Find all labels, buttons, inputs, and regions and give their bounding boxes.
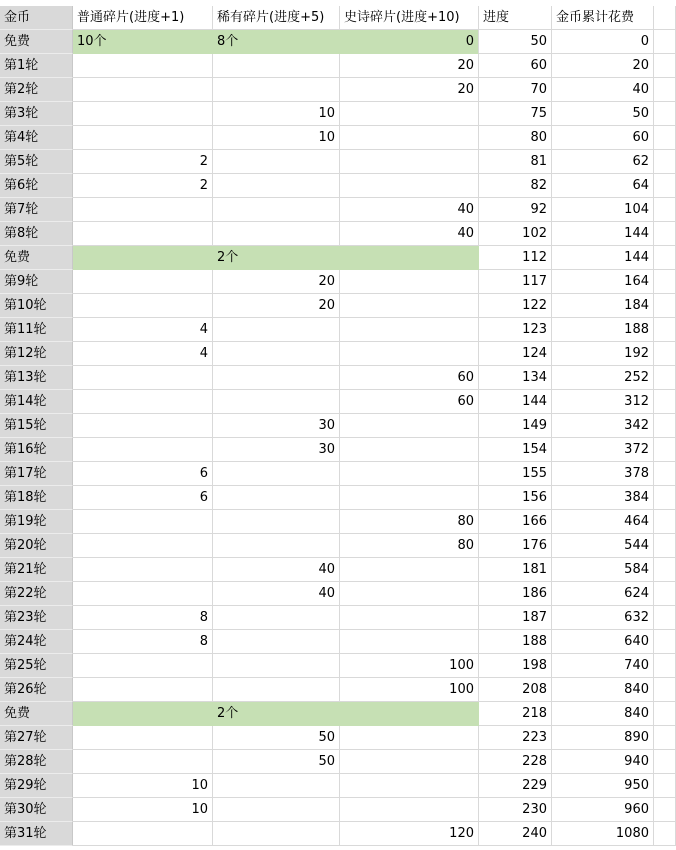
common-cell[interactable]: 8 xyxy=(73,630,213,654)
table-row xyxy=(0,774,676,798)
empty-cell[interactable] xyxy=(654,774,676,798)
epic-cell[interactable]: 0 xyxy=(340,30,479,54)
empty-cell[interactable] xyxy=(654,6,676,30)
cost-cell[interactable]: 632 xyxy=(552,606,654,630)
table-row xyxy=(0,198,676,222)
header-cell-epic[interactable]: 史诗碎片(进度+10) xyxy=(340,6,479,30)
common-cell[interactable] xyxy=(73,390,213,414)
header-cell-cost[interactable]: 金币累计花费 xyxy=(552,6,654,30)
epic-cell[interactable] xyxy=(340,438,479,462)
row-label-cell[interactable]: 免费 xyxy=(0,246,73,270)
table-row xyxy=(0,174,676,198)
epic-cell[interactable]: 120 xyxy=(340,822,479,846)
epic-cell[interactable] xyxy=(340,630,479,654)
empty-cell[interactable] xyxy=(654,750,676,774)
header-cell-common[interactable]: 普通碎片(进度+1) xyxy=(73,6,213,30)
progress-cell[interactable]: 166 xyxy=(479,510,552,534)
common-cell[interactable] xyxy=(73,126,213,150)
rare-cell[interactable]: 20 xyxy=(213,270,340,294)
header-cell-progress[interactable]: 进度 xyxy=(479,6,552,30)
epic-cell[interactable] xyxy=(340,414,479,438)
row-label-cell[interactable]: 第23轮 xyxy=(0,606,73,630)
common-cell[interactable] xyxy=(73,582,213,606)
rare-cell[interactable] xyxy=(213,174,340,198)
epic-cell[interactable] xyxy=(340,270,479,294)
rare-cell[interactable] xyxy=(213,54,340,78)
cost-cell[interactable]: 342 xyxy=(552,414,654,438)
rare-cell[interactable] xyxy=(213,198,340,222)
progress-cell[interactable]: 230 xyxy=(479,798,552,822)
progress-cell[interactable]: 92 xyxy=(479,198,552,222)
rare-cell[interactable] xyxy=(213,78,340,102)
rare-cell[interactable] xyxy=(213,366,340,390)
common-cell[interactable] xyxy=(73,654,213,678)
row-label-cell[interactable]: 第31轮 xyxy=(0,822,73,846)
empty-cell[interactable] xyxy=(654,534,676,558)
row-label-cell[interactable]: 第14轮 xyxy=(0,390,73,414)
epic-cell[interactable] xyxy=(340,102,479,126)
rare-cell[interactable] xyxy=(213,390,340,414)
table-row xyxy=(0,822,676,846)
common-cell[interactable]: 2 xyxy=(73,150,213,174)
epic-cell[interactable] xyxy=(340,798,479,822)
table-row xyxy=(0,654,676,678)
common-cell[interactable] xyxy=(73,414,213,438)
cost-cell[interactable]: 252 xyxy=(552,366,654,390)
common-cell[interactable]: 10 xyxy=(73,798,213,822)
merged-free-cell[interactable]: 2个 xyxy=(213,702,479,726)
epic-cell[interactable] xyxy=(340,558,479,582)
cost-cell[interactable]: 840 xyxy=(552,702,654,726)
common-cell[interactable]: 6 xyxy=(73,462,213,486)
empty-cell[interactable] xyxy=(654,54,676,78)
empty-cell[interactable] xyxy=(654,438,676,462)
row-label-cell[interactable]: 第16轮 xyxy=(0,438,73,462)
row-label-cell[interactable]: 第29轮 xyxy=(0,774,73,798)
common-cell[interactable] xyxy=(73,246,213,270)
row-label-cell[interactable]: 第4轮 xyxy=(0,126,73,150)
cost-cell[interactable]: 384 xyxy=(552,486,654,510)
epic-cell[interactable] xyxy=(340,582,479,606)
header-row xyxy=(0,6,676,30)
table-row xyxy=(0,102,676,126)
table-row xyxy=(0,318,676,342)
rare-cell[interactable]: 40 xyxy=(213,558,340,582)
empty-cell[interactable] xyxy=(654,726,676,750)
common-cell[interactable] xyxy=(73,822,213,846)
row-label-cell[interactable]: 第27轮 xyxy=(0,726,73,750)
cost-cell[interactable]: 624 xyxy=(552,582,654,606)
cost-cell[interactable]: 20 xyxy=(552,54,654,78)
epic-cell[interactable] xyxy=(340,126,479,150)
table-row xyxy=(0,270,676,294)
empty-cell[interactable] xyxy=(654,462,676,486)
cost-cell[interactable]: 312 xyxy=(552,390,654,414)
common-cell[interactable] xyxy=(73,270,213,294)
empty-cell[interactable] xyxy=(654,270,676,294)
cost-cell[interactable]: 164 xyxy=(552,270,654,294)
progress-cell[interactable]: 81 xyxy=(479,150,552,174)
epic-cell[interactable] xyxy=(340,486,479,510)
merged-free-cell[interactable]: 2个 xyxy=(213,246,479,270)
epic-cell[interactable]: 20 xyxy=(340,78,479,102)
progress-cell[interactable]: 208 xyxy=(479,678,552,702)
empty-cell[interactable] xyxy=(654,822,676,846)
progress-cell[interactable]: 112 xyxy=(479,246,552,270)
row-label-cell[interactable]: 第11轮 xyxy=(0,318,73,342)
epic-cell[interactable]: 60 xyxy=(340,390,479,414)
rare-cell[interactable] xyxy=(213,462,340,486)
table-row xyxy=(0,582,676,606)
common-cell[interactable] xyxy=(73,78,213,102)
common-cell[interactable] xyxy=(73,510,213,534)
row-label-cell[interactable]: 第19轮 xyxy=(0,510,73,534)
table-row xyxy=(0,342,676,366)
table-row xyxy=(0,150,676,174)
rare-cell[interactable] xyxy=(213,150,340,174)
progress-cell[interactable]: 75 xyxy=(479,102,552,126)
cost-cell[interactable]: 188 xyxy=(552,318,654,342)
row-label-cell[interactable]: 第3轮 xyxy=(0,102,73,126)
rare-cell[interactable] xyxy=(213,342,340,366)
epic-cell[interactable]: 80 xyxy=(340,510,479,534)
progress-cell[interactable]: 188 xyxy=(479,630,552,654)
epic-cell[interactable] xyxy=(340,462,479,486)
epic-cell[interactable]: 40 xyxy=(340,198,479,222)
empty-cell[interactable] xyxy=(654,198,676,222)
progress-cell[interactable]: 186 xyxy=(479,582,552,606)
progress-cell[interactable]: 60 xyxy=(479,54,552,78)
epic-cell[interactable] xyxy=(340,150,479,174)
empty-cell[interactable] xyxy=(654,702,676,726)
empty-cell[interactable] xyxy=(654,390,676,414)
progress-cell[interactable]: 123 xyxy=(479,318,552,342)
row-label-cell[interactable]: 第18轮 xyxy=(0,486,73,510)
rare-cell[interactable] xyxy=(213,318,340,342)
empty-cell[interactable] xyxy=(654,414,676,438)
rare-cell[interactable] xyxy=(213,798,340,822)
row-label-cell[interactable]: 第28轮 xyxy=(0,750,73,774)
table-row xyxy=(0,294,676,318)
rare-cell[interactable] xyxy=(213,774,340,798)
epic-cell[interactable] xyxy=(340,294,479,318)
row-label-cell[interactable]: 第22轮 xyxy=(0,582,73,606)
rare-cell[interactable]: 40 xyxy=(213,582,340,606)
common-cell[interactable] xyxy=(73,678,213,702)
progress-cell[interactable]: 124 xyxy=(479,342,552,366)
cost-cell[interactable]: 104 xyxy=(552,198,654,222)
rare-cell[interactable]: 10 xyxy=(213,102,340,126)
empty-cell[interactable] xyxy=(654,342,676,366)
empty-cell[interactable] xyxy=(654,654,676,678)
cost-cell[interactable]: 544 xyxy=(552,534,654,558)
cost-cell[interactable]: 144 xyxy=(552,246,654,270)
rare-cell[interactable] xyxy=(213,822,340,846)
progress-cell[interactable]: 229 xyxy=(479,774,552,798)
cost-cell[interactable]: 584 xyxy=(552,558,654,582)
row-label-cell[interactable]: 第2轮 xyxy=(0,78,73,102)
table-row xyxy=(0,246,676,270)
common-cell[interactable]: 4 xyxy=(73,342,213,366)
table-row xyxy=(0,438,676,462)
table-row xyxy=(0,78,676,102)
empty-cell[interactable] xyxy=(654,174,676,198)
row-label-cell[interactable]: 免费 xyxy=(0,30,73,54)
epic-cell[interactable]: 100 xyxy=(340,678,479,702)
table-row xyxy=(0,510,676,534)
common-cell[interactable] xyxy=(73,534,213,558)
cost-cell[interactable]: 960 xyxy=(552,798,654,822)
cost-cell[interactable]: 950 xyxy=(552,774,654,798)
progress-cell[interactable]: 82 xyxy=(479,174,552,198)
rare-cell[interactable]: 10 xyxy=(213,126,340,150)
epic-cell[interactable] xyxy=(340,318,479,342)
cost-cell[interactable]: 40 xyxy=(552,78,654,102)
cost-cell[interactable]: 144 xyxy=(552,222,654,246)
row-label-cell[interactable]: 第21轮 xyxy=(0,558,73,582)
cost-cell[interactable]: 64 xyxy=(552,174,654,198)
epic-cell[interactable] xyxy=(340,174,479,198)
epic-cell[interactable]: 100 xyxy=(340,654,479,678)
epic-cell[interactable] xyxy=(340,726,479,750)
empty-cell[interactable] xyxy=(654,30,676,54)
rare-cell[interactable] xyxy=(213,534,340,558)
row-label-cell[interactable]: 第26轮 xyxy=(0,678,73,702)
empty-cell[interactable] xyxy=(654,798,676,822)
cost-cell[interactable]: 1080 xyxy=(552,822,654,846)
row-label-cell[interactable]: 第7轮 xyxy=(0,198,73,222)
common-cell[interactable] xyxy=(73,726,213,750)
epic-cell[interactable]: 60 xyxy=(340,366,479,390)
common-cell[interactable] xyxy=(73,222,213,246)
progress-cell[interactable]: 155 xyxy=(479,462,552,486)
epic-cell[interactable] xyxy=(340,342,479,366)
empty-cell[interactable] xyxy=(654,222,676,246)
table-row xyxy=(0,606,676,630)
cost-cell[interactable]: 60 xyxy=(552,126,654,150)
progress-cell[interactable]: 117 xyxy=(479,270,552,294)
cost-cell[interactable]: 62 xyxy=(552,150,654,174)
common-cell[interactable] xyxy=(73,366,213,390)
row-label-cell[interactable]: 第13轮 xyxy=(0,366,73,390)
cost-cell[interactable]: 940 xyxy=(552,750,654,774)
empty-cell[interactable] xyxy=(654,150,676,174)
progress-cell[interactable]: 176 xyxy=(479,534,552,558)
cost-cell[interactable]: 372 xyxy=(552,438,654,462)
table-row xyxy=(0,126,676,150)
cost-cell[interactable]: 378 xyxy=(552,462,654,486)
empty-cell[interactable] xyxy=(654,486,676,510)
common-cell[interactable] xyxy=(73,702,213,726)
cost-cell[interactable]: 192 xyxy=(552,342,654,366)
common-cell[interactable] xyxy=(73,294,213,318)
cost-cell[interactable]: 640 xyxy=(552,630,654,654)
table-row xyxy=(0,366,676,390)
progress-cell[interactable]: 50 xyxy=(479,30,552,54)
rare-cell[interactable] xyxy=(213,510,340,534)
common-cell[interactable] xyxy=(73,102,213,126)
cost-cell[interactable]: 890 xyxy=(552,726,654,750)
row-label-cell[interactable]: 第10轮 xyxy=(0,294,73,318)
row-label-cell[interactable]: 第5轮 xyxy=(0,150,73,174)
cost-cell[interactable]: 840 xyxy=(552,678,654,702)
table-row xyxy=(0,702,676,726)
common-cell[interactable]: 2 xyxy=(73,174,213,198)
progress-cell[interactable]: 122 xyxy=(479,294,552,318)
cost-cell[interactable]: 50 xyxy=(552,102,654,126)
empty-cell[interactable] xyxy=(654,678,676,702)
common-cell[interactable] xyxy=(73,54,213,78)
common-cell[interactable]: 8 xyxy=(73,606,213,630)
row-label-cell[interactable]: 第15轮 xyxy=(0,414,73,438)
table-row xyxy=(0,30,676,54)
common-cell[interactable]: 10 xyxy=(73,774,213,798)
progress-cell[interactable]: 198 xyxy=(479,654,552,678)
empty-cell[interactable] xyxy=(654,630,676,654)
table-row xyxy=(0,630,676,654)
table-row xyxy=(0,54,676,78)
empty-cell[interactable] xyxy=(654,558,676,582)
row-label-cell[interactable]: 第1轮 xyxy=(0,54,73,78)
table-row xyxy=(0,462,676,486)
table-row xyxy=(0,726,676,750)
common-cell[interactable]: 10个 xyxy=(73,30,213,54)
rare-cell[interactable] xyxy=(213,486,340,510)
empty-cell[interactable] xyxy=(654,126,676,150)
empty-cell[interactable] xyxy=(654,102,676,126)
epic-cell[interactable] xyxy=(340,774,479,798)
progress-cell[interactable]: 156 xyxy=(479,486,552,510)
progress-cell[interactable]: 70 xyxy=(479,78,552,102)
progress-cell[interactable]: 144 xyxy=(479,390,552,414)
row-label-cell[interactable]: 第9轮 xyxy=(0,270,73,294)
rare-cell[interactable]: 30 xyxy=(213,438,340,462)
progress-cell[interactable]: 181 xyxy=(479,558,552,582)
table-row xyxy=(0,390,676,414)
row-label-cell[interactable]: 免费 xyxy=(0,702,73,726)
empty-cell[interactable] xyxy=(654,246,676,270)
cost-cell[interactable]: 0 xyxy=(552,30,654,54)
rare-cell[interactable] xyxy=(213,222,340,246)
table-row xyxy=(0,486,676,510)
progress-cell[interactable]: 218 xyxy=(479,702,552,726)
rare-cell[interactable]: 20 xyxy=(213,294,340,318)
table-row xyxy=(0,678,676,702)
common-cell[interactable] xyxy=(73,558,213,582)
empty-cell[interactable] xyxy=(654,582,676,606)
rare-cell[interactable] xyxy=(213,630,340,654)
row-label-cell[interactable]: 第17轮 xyxy=(0,462,73,486)
epic-cell[interactable]: 80 xyxy=(340,534,479,558)
progress-cell[interactable]: 228 xyxy=(479,750,552,774)
row-label-cell[interactable]: 第6轮 xyxy=(0,174,73,198)
table-row xyxy=(0,558,676,582)
epic-cell[interactable]: 40 xyxy=(340,222,479,246)
row-label-cell[interactable]: 第12轮 xyxy=(0,342,73,366)
rare-cell[interactable]: 8个 xyxy=(213,30,340,54)
common-cell[interactable] xyxy=(73,198,213,222)
rare-cell[interactable]: 50 xyxy=(213,726,340,750)
common-cell[interactable] xyxy=(73,750,213,774)
progress-cell[interactable]: 134 xyxy=(479,366,552,390)
header-cell-coins[interactable]: 金币 xyxy=(0,6,73,30)
row-label-cell[interactable]: 第24轮 xyxy=(0,630,73,654)
row-label-cell[interactable]: 第30轮 xyxy=(0,798,73,822)
epic-cell[interactable] xyxy=(340,606,479,630)
epic-cell[interactable]: 20 xyxy=(340,54,479,78)
empty-cell[interactable] xyxy=(654,78,676,102)
common-cell[interactable]: 4 xyxy=(73,318,213,342)
row-label-cell[interactable]: 第25轮 xyxy=(0,654,73,678)
progress-cell[interactable]: 223 xyxy=(479,726,552,750)
empty-cell[interactable] xyxy=(654,606,676,630)
table-row xyxy=(0,534,676,558)
table-row xyxy=(0,798,676,822)
epic-cell[interactable] xyxy=(340,750,479,774)
empty-cell[interactable] xyxy=(654,510,676,534)
rare-cell[interactable] xyxy=(213,606,340,630)
row-label-cell[interactable]: 第20轮 xyxy=(0,534,73,558)
row-label-cell[interactable]: 第8轮 xyxy=(0,222,73,246)
empty-cell[interactable] xyxy=(654,318,676,342)
cost-cell[interactable]: 740 xyxy=(552,654,654,678)
rare-cell[interactable]: 50 xyxy=(213,750,340,774)
empty-cell[interactable] xyxy=(654,366,676,390)
common-cell[interactable]: 6 xyxy=(73,486,213,510)
progress-cell[interactable]: 154 xyxy=(479,438,552,462)
table-row xyxy=(0,750,676,774)
header-cell-rare[interactable]: 稀有碎片(进度+5) xyxy=(213,6,340,30)
table-row xyxy=(0,414,676,438)
table-row xyxy=(0,222,676,246)
progress-cell[interactable]: 149 xyxy=(479,414,552,438)
empty-cell[interactable] xyxy=(654,294,676,318)
cost-cell[interactable]: 464 xyxy=(552,510,654,534)
rare-cell[interactable] xyxy=(213,678,340,702)
rare-cell[interactable] xyxy=(213,654,340,678)
progress-cell[interactable]: 240 xyxy=(479,822,552,846)
progress-cell[interactable]: 102 xyxy=(479,222,552,246)
common-cell[interactable] xyxy=(73,438,213,462)
rare-cell[interactable]: 30 xyxy=(213,414,340,438)
cost-cell[interactable]: 184 xyxy=(552,294,654,318)
progress-cell[interactable]: 80 xyxy=(479,126,552,150)
progress-cell[interactable]: 187 xyxy=(479,606,552,630)
